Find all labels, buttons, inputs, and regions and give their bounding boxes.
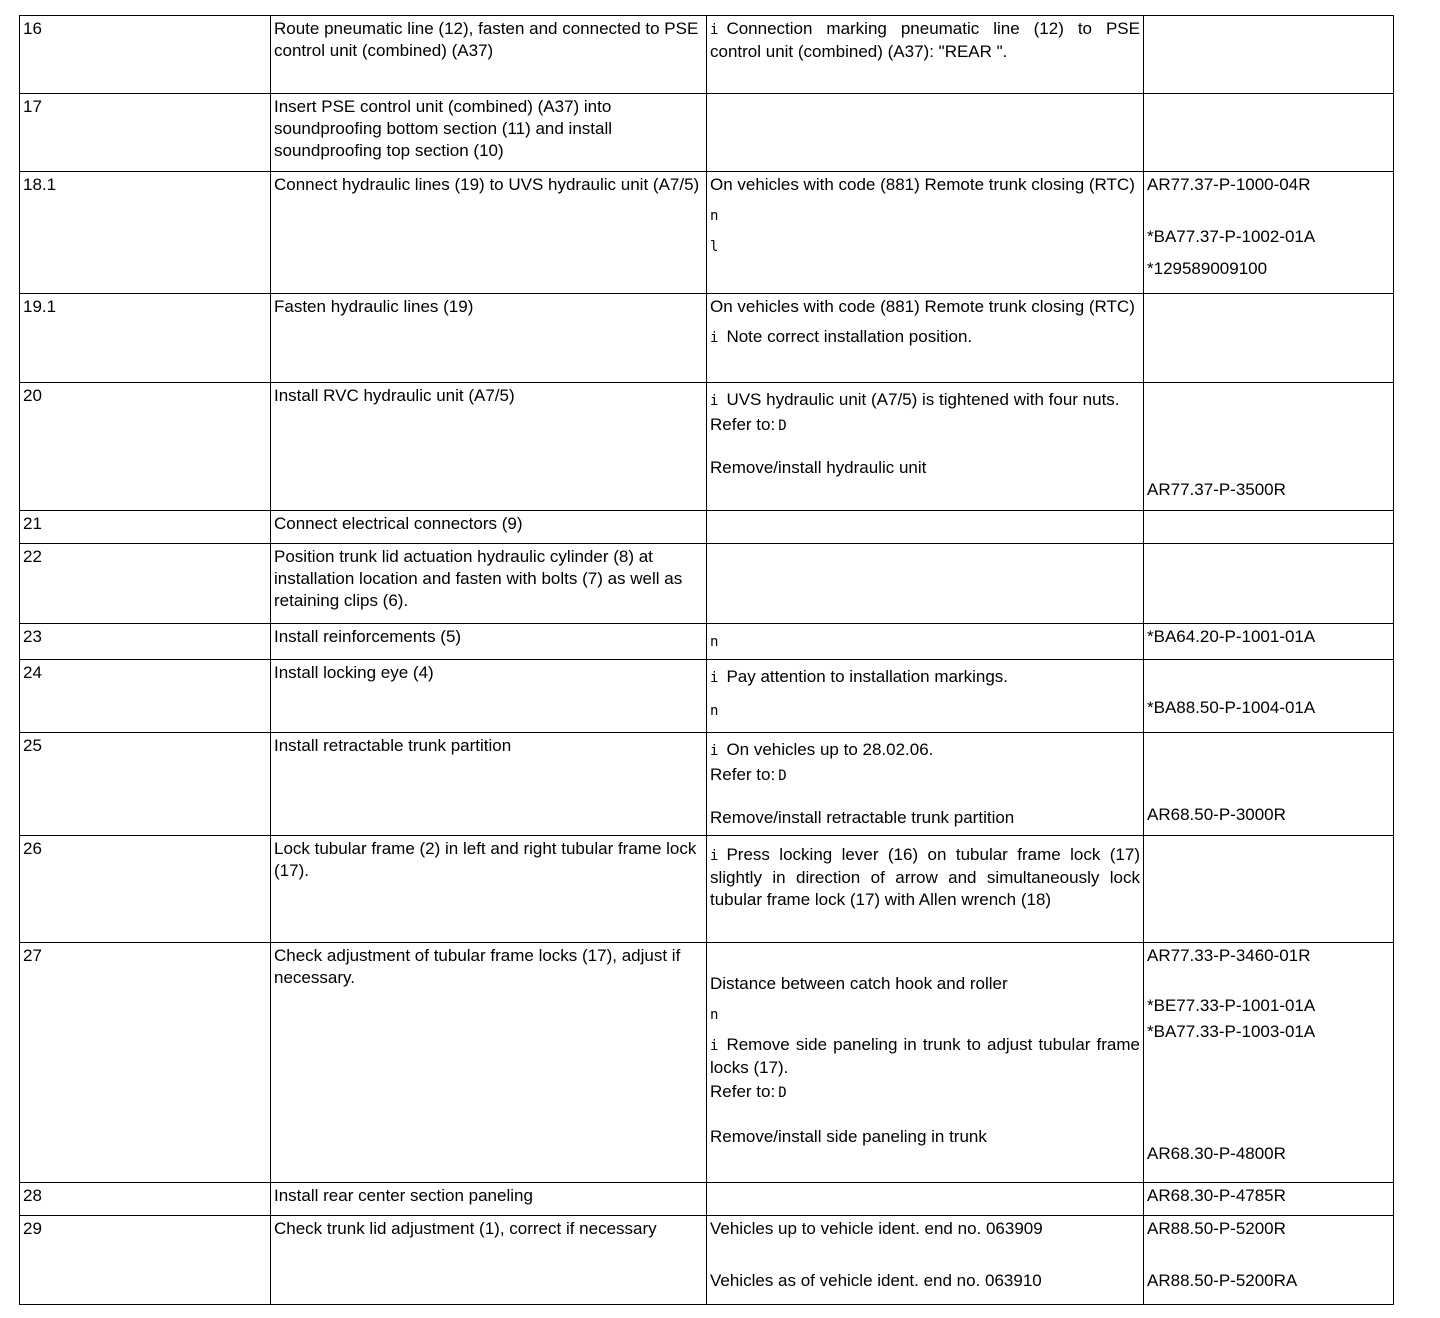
action-text: Install RVC hydraulic unit (A7/5) (274, 386, 515, 405)
procedure-table (19, 15, 1394, 1305)
action-cell (271, 943, 707, 1183)
procedure-table-body (20, 16, 1394, 1305)
action-cell (271, 16, 707, 94)
info-icon: i (710, 743, 719, 759)
action-text: Connect electrical connectors (9) (274, 514, 523, 533)
notes-cell (707, 172, 1144, 294)
note-line (710, 1003, 1140, 1026)
step-number-cell (20, 383, 271, 511)
notes-cell (707, 660, 1144, 733)
step-number: 18.1 (23, 175, 57, 194)
reference-link[interactable]: AR68.50-P-3000R (1147, 805, 1286, 824)
table-row (20, 172, 1394, 294)
action-text: Insert PSE control unit (combined) (A37) into soundproofing bottom section (11) and install soundproofing top section (10) (274, 97, 612, 160)
action-cell (271, 94, 707, 172)
reference-cell (1144, 836, 1394, 943)
table-row (20, 544, 1394, 624)
info-icon: i (710, 330, 719, 346)
info-icon: i (710, 1038, 719, 1054)
reference-link[interactable]: AR88.50-P-5200RA (1147, 1271, 1298, 1290)
reference-link[interactable]: *BA64.20-P-1001-01A (1147, 627, 1316, 646)
action-cell (271, 511, 707, 544)
table-row (20, 511, 1394, 544)
table-row (20, 94, 1394, 172)
notes-cell (707, 16, 1144, 94)
note-text: Vehicles up to vehicle ident. end no. 063909 (710, 1219, 1043, 1238)
step-number-cell (20, 1183, 271, 1216)
note-line (710, 389, 1140, 412)
step-number: 20 (23, 386, 42, 405)
note-text: Refer to: (710, 415, 776, 434)
step-number-cell (20, 624, 271, 660)
reference-cell (1144, 383, 1394, 511)
note-text: Distance between catch hook and roller (710, 974, 1008, 993)
notes-cell (707, 511, 1144, 544)
action-text: Fasten hydraulic lines (19) (274, 297, 474, 316)
tool-icon: n (710, 1007, 719, 1023)
info-icon: i (710, 670, 719, 686)
note-text: On vehicles with code (881) Remote trunk closing (RTC) (710, 175, 1135, 194)
step-number: 17 (23, 97, 42, 116)
action-text: Check trunk lid adjustment (1), correct if necessary (274, 1219, 657, 1238)
table-row (20, 1216, 1394, 1305)
reference-cell (1144, 1216, 1394, 1305)
step-number-cell (20, 660, 271, 733)
action-text: Install locking eye (4) (274, 663, 434, 682)
note-line (710, 739, 1140, 762)
table-row (20, 836, 1394, 943)
step-number-cell (20, 16, 271, 94)
note-line (710, 630, 1140, 653)
reference-link[interactable]: *BE77.33-P-1001-01A (1147, 996, 1316, 1015)
document-reference-icon[interactable]: D (778, 768, 787, 784)
reference-link[interactable]: AR68.30-P-4800R (1147, 1144, 1286, 1163)
step-number-cell (20, 544, 271, 624)
note-line (710, 1081, 1140, 1104)
action-text: Install retractable trunk partition (274, 736, 512, 755)
step-number: 25 (23, 736, 42, 755)
note-line (710, 204, 1140, 227)
note-text: Refer to: (710, 1082, 776, 1101)
table-row (20, 733, 1394, 836)
note-text: Press locking lever (16) on tubular frame lock (17) slightly in direction of arrow and simultaneously lock tubular frame lock (17) with Allen wrench (18) (710, 845, 1145, 909)
step-number: 24 (23, 663, 42, 682)
action-text: Install rear center section paneling (274, 1186, 533, 1205)
table-row (20, 294, 1394, 383)
note-line (710, 764, 1140, 787)
step-number-cell (20, 172, 271, 294)
reference-link[interactable]: *BA77.37-P-1002-01A (1147, 227, 1316, 246)
note-line (710, 1270, 1140, 1292)
step-number: 22 (23, 547, 42, 566)
notes-cell (707, 383, 1144, 511)
action-text: Install reinforcements (5) (274, 627, 462, 646)
reference-link[interactable]: AR68.30-P-4785R (1147, 1186, 1286, 1205)
step-number: 16 (23, 19, 42, 38)
info-icon: i (710, 393, 719, 409)
note-text: On vehicles up to 28.02.06. (726, 740, 934, 759)
table-row (20, 1183, 1394, 1216)
reference-link[interactable]: *129589009100 (1147, 259, 1268, 278)
reference-link[interactable]: AR77.37-P-3500R (1147, 480, 1286, 499)
table-row (20, 16, 1394, 94)
action-cell (271, 383, 707, 511)
note-line (710, 18, 1145, 63)
action-text: Connect hydraulic lines (19) to UVS hydraulic unit (A7/5) (274, 175, 700, 194)
action-cell (271, 544, 707, 624)
note-line (710, 1218, 1140, 1240)
action-text: Lock tubular frame (2) in left and right tubular frame lock (17). (274, 839, 697, 880)
action-cell (271, 172, 707, 294)
tool-icon: n (710, 634, 719, 650)
reference-cell (1144, 94, 1394, 172)
note-text: UVS hydraulic unit (A7/5) is tightened with four nuts. (726, 390, 1120, 409)
step-number: 27 (23, 946, 42, 965)
note-line (710, 174, 1140, 196)
note-text: Remove/install hydraulic unit (710, 458, 927, 477)
notes-cell (707, 94, 1144, 172)
note-line (710, 414, 1140, 437)
notes-cell (707, 733, 1144, 836)
action-cell (271, 660, 707, 733)
action-cell (271, 836, 707, 943)
step-number-cell (20, 94, 271, 172)
table-row (20, 624, 1394, 660)
note-line (710, 807, 1140, 829)
tool-icon: n (710, 208, 719, 224)
step-number: 21 (23, 514, 42, 533)
action-cell (271, 624, 707, 660)
note-text: Remove/install side paneling in trunk (710, 1127, 987, 1146)
note-line (710, 699, 1140, 722)
action-cell (271, 1183, 707, 1216)
reference-cell (1144, 511, 1394, 544)
step-number-cell (20, 836, 271, 943)
reference-cell (1144, 16, 1394, 94)
table-row (20, 383, 1394, 511)
reference-cell (1144, 660, 1394, 733)
step-number-cell (20, 294, 271, 383)
reference-cell (1144, 733, 1394, 836)
action-cell (271, 294, 707, 383)
reference-cell (1144, 294, 1394, 383)
note-text: Connection marking pneumatic line (12) to PSE control unit (combined) (A37): "REAR ". (710, 19, 1145, 61)
note-text: Remove/install retractable trunk partition (710, 808, 1015, 827)
action-text: Position trunk lid actuation hydraulic cylinder (8) at installation location and fasten with bolts (7) as well as retaining clips (6). (274, 547, 683, 610)
notes-cell (707, 943, 1144, 1183)
step-number: 19.1 (23, 297, 57, 316)
step-number: 23 (23, 627, 42, 646)
action-text: Route pneumatic line (12), fasten and connected to PSE control unit (combined) (A37) (274, 19, 699, 60)
step-number-cell (20, 943, 271, 1183)
tool-icon: n (710, 703, 719, 719)
action-cell (271, 1216, 707, 1305)
note-text: Vehicles as of vehicle ident. end no. 063910 (710, 1271, 1042, 1290)
notes-cell (707, 624, 1144, 660)
note-text: Refer to: (710, 765, 776, 784)
step-number-cell (20, 733, 271, 836)
reference-link[interactable]: *BA77.33-P-1003-01A (1147, 1022, 1316, 1041)
notes-cell (707, 294, 1144, 383)
step-number-cell (20, 511, 271, 544)
document-reference-icon[interactable]: D (778, 1085, 787, 1101)
note-line (710, 457, 1140, 479)
reference-link[interactable]: AR77.33-P-3460-01R (1147, 946, 1311, 965)
note-line (710, 844, 1145, 911)
note-line (710, 1126, 1140, 1148)
action-cell (271, 733, 707, 836)
step-number: 26 (23, 839, 42, 858)
note-line (710, 296, 1140, 318)
note-line (710, 235, 1140, 258)
note-line (710, 1034, 1145, 1079)
note-line (710, 326, 1140, 349)
special-tool-icon: l (710, 239, 719, 255)
document-reference-icon[interactable]: D (778, 418, 787, 434)
table-row (20, 660, 1394, 733)
notes-cell (707, 1183, 1144, 1216)
note-line (710, 973, 1140, 995)
reference-cell (1144, 943, 1394, 1183)
reference-cell (1144, 624, 1394, 660)
reference-cell (1144, 1183, 1394, 1216)
reference-link[interactable]: *BA88.50-P-1004-01A (1147, 698, 1316, 717)
note-text: Remove side paneling in trunk to adjust tubular frame locks (17). (710, 1035, 1145, 1077)
info-icon: i (710, 22, 719, 38)
notes-cell (707, 1216, 1144, 1305)
note-text: Note correct installation position. (726, 327, 973, 346)
notes-cell (707, 544, 1144, 624)
note-text: On vehicles with code (881) Remote trunk closing (RTC) (710, 297, 1135, 316)
reference-cell (1144, 544, 1394, 624)
notes-cell (707, 836, 1144, 943)
table-row (20, 943, 1394, 1183)
info-icon: i (710, 848, 719, 864)
note-text: Pay attention to installation markings. (726, 667, 1009, 686)
reference-cell (1144, 172, 1394, 294)
action-text: Check adjustment of tubular frame locks (17), adjust if necessary. (274, 946, 681, 987)
reference-link[interactable]: AR77.37-P-1000-04R (1147, 175, 1311, 194)
reference-link[interactable]: AR88.50-P-5200R (1147, 1219, 1286, 1238)
step-number: 28 (23, 1186, 42, 1205)
step-number: 29 (23, 1219, 42, 1238)
note-line (710, 666, 1140, 689)
step-number-cell (20, 1216, 271, 1305)
